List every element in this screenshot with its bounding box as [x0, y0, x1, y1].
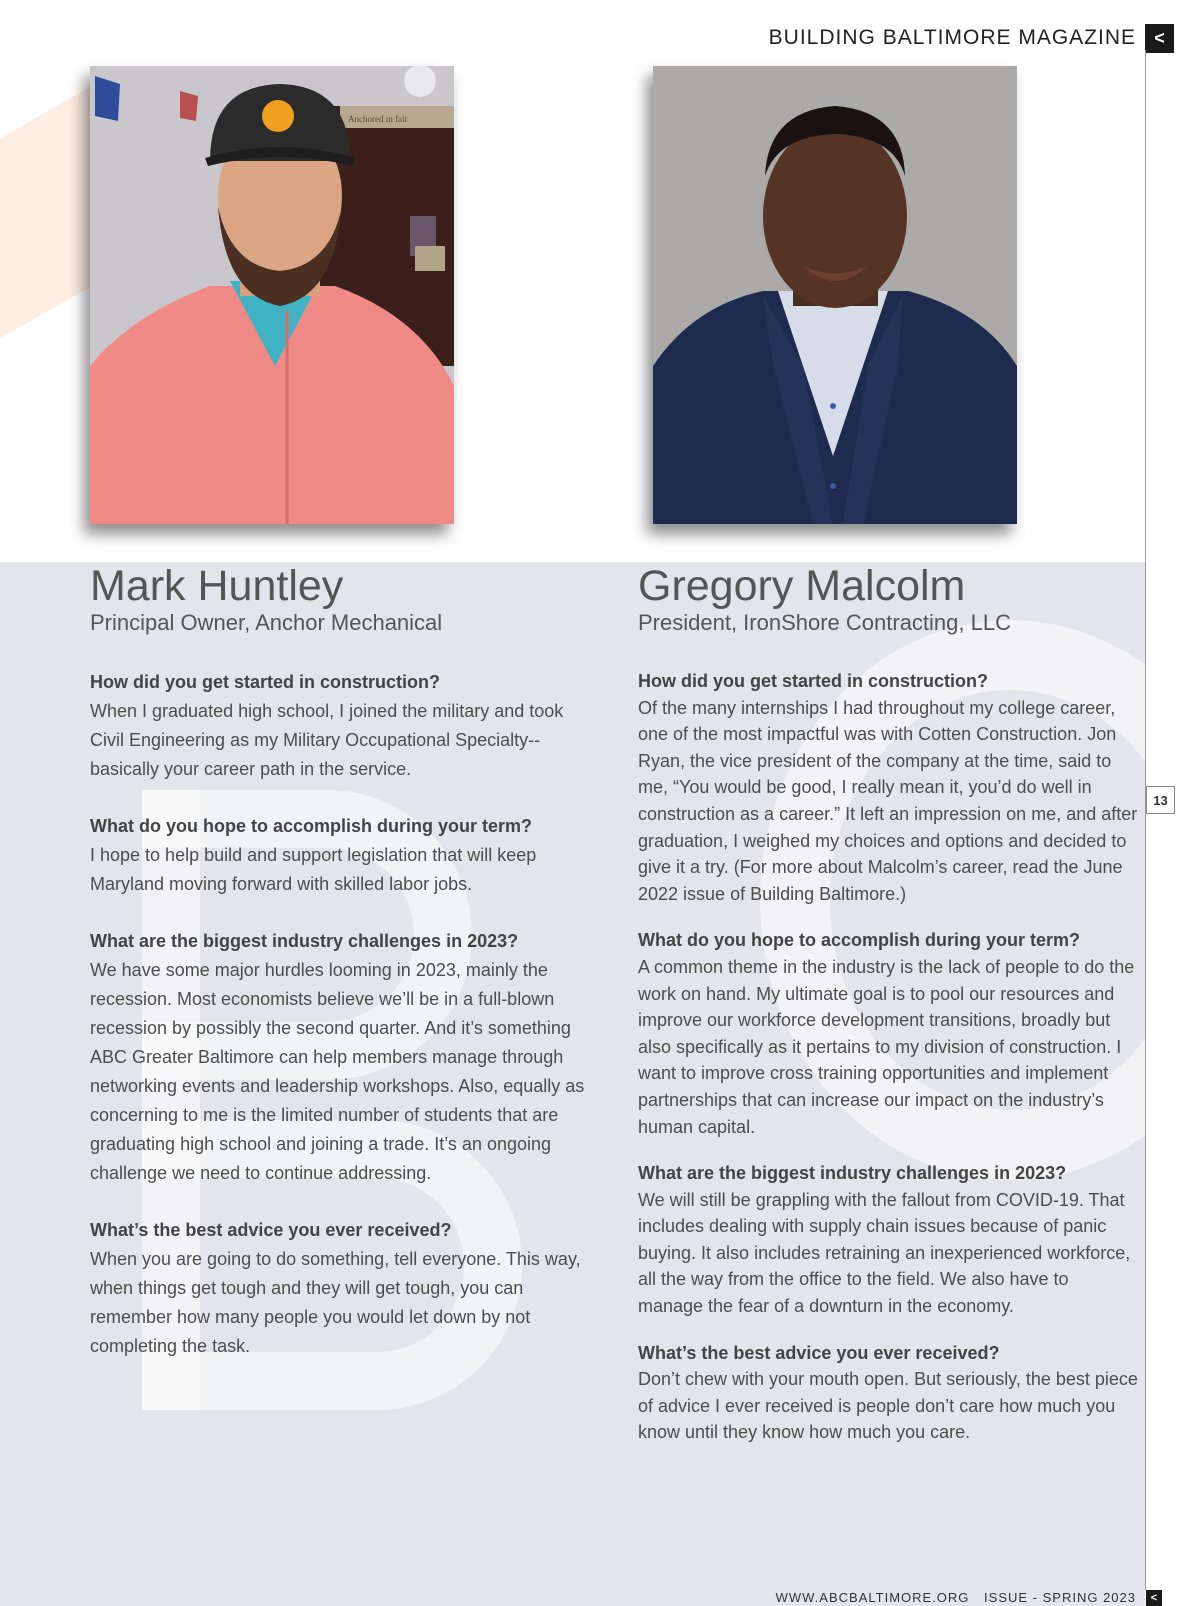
answer: When you are going to do something, tell everyone. This way, when things get tough and they will get tough, you can remember how many people you would let down by not completing the task.	[90, 1249, 581, 1356]
answer: A common theme in the industry is the lack of people to do the work on hand. My ultimate goal is to pool our resources and improve our workforce development transitions, broadly but also specifically as it pertains to my division of construction. I want to improve cross training opportunities and implement partnerships that can increase our impact on the industry’s human capital.	[638, 956, 1135, 1137]
question: What are the biggest industry challenges in 2023?	[90, 931, 519, 951]
qa-block	[638, 668, 1138, 907]
magazine-title: BUILDING BALTIMORE MAGAZINE	[768, 26, 1136, 49]
back-nav-button-footer[interactable]: <	[1146, 1590, 1162, 1606]
footer	[766, 1590, 1136, 1605]
profile-column-right	[638, 562, 1138, 1466]
qa-block	[90, 812, 602, 899]
photo-mark-huntley	[90, 66, 454, 524]
qa-block	[638, 1340, 1138, 1446]
question: What’s the best advice you ever received?	[90, 1220, 452, 1240]
question: How did you get started in construction?	[638, 671, 989, 691]
side-rule	[1145, 50, 1146, 1590]
profile-role: Principal Owner, Anchor Mechanical	[90, 610, 443, 635]
qa-block	[90, 668, 602, 784]
profile-name: Gregory Malcolm	[638, 562, 966, 610]
background-accent	[0, 87, 90, 374]
answer: We will still be grappling with the fallout from COVID-19. That includes dealing with supply chain issues because of panic buying. It also includes retraining an inexperienced workforce, all the way from the office to the field. We also have to manage the fear of a downturn in the economy.	[638, 1189, 1131, 1317]
qa-block	[90, 1216, 602, 1361]
profile-column-left	[90, 562, 602, 1389]
question: What are the biggest industry challenges in 2023?	[638, 1163, 1067, 1184]
footer-issue: ISSUE - SPRING 2023	[984, 1590, 1136, 1605]
question: What’s the best advice you ever received?	[638, 1342, 1000, 1363]
photo-gregory-malcolm	[653, 66, 1017, 524]
profile-name: Mark Huntley	[90, 562, 344, 610]
page-number: 13	[1146, 786, 1175, 814]
qa-block	[638, 1160, 1138, 1320]
question: How did you get started in construction?	[90, 672, 441, 692]
answer: We have some major hurdles looming in 2023, mainly the recession. Most economists believe we’ll be in a full-blown recession by possibly the second quarter. And it’s something ABC Greater Baltimore can help members manage through networking events and leadership workshops. Also, equally as concerning to me is the limited number of students that are graduating high school and joining a trade. It’s an ongoing challenge we need to continue addressing.	[90, 960, 585, 1183]
answer: Of the many internships I had throughout my college career, one of the most impactful was with Cotten Construction. Jon Ryan, the vice president of the company at the time, said to me, “You would be good, I really mean it, you’d do well in construction as a career.” It left an impression on me, and after graduation, I weighed my choices and options and decided to give it a try. (For more about Malcolm’s career, read the June 2022 issue of Building Baltimore.)	[638, 697, 1138, 904]
answer: I hope to help build and support legislation that will keep Maryland moving forward with skilled labor jobs.	[90, 845, 537, 894]
profile-role: President, IronShore Contracting, LLC	[638, 610, 1011, 635]
answer: When I graduated high school, I joined the military and took Civil Engineering as my Military Occupational Specialty--basically your career path in the service.	[90, 701, 564, 779]
sign-text: Anchored in fait	[348, 114, 407, 124]
qa-block	[638, 927, 1138, 1140]
answer: Don’t chew with your mouth open. But seriously, the best piece of advice I ever received is people don’t care how much you know until they know how much you care.	[638, 1369, 1138, 1443]
question: What do you hope to accomplish during your term?	[90, 816, 533, 836]
back-nav-button[interactable]: <	[1145, 24, 1174, 53]
question: What do you hope to accomplish during your term?	[638, 930, 1081, 951]
footer-website[interactable]: WWW.ABCBALTIMORE.ORG	[775, 1590, 970, 1605]
qa-block	[90, 927, 602, 1188]
